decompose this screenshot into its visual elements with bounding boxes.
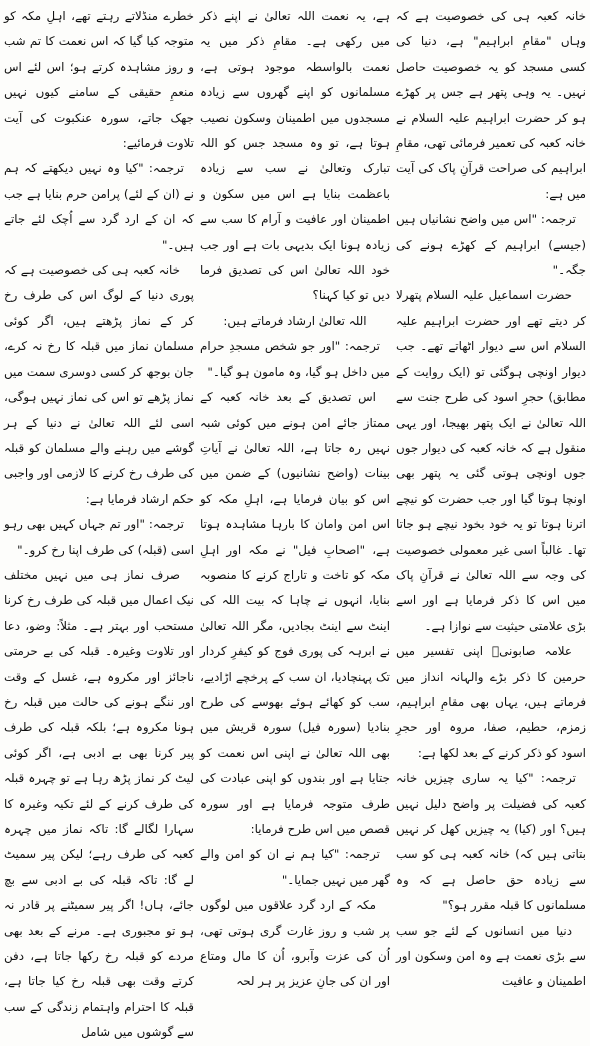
translation-quote: ترجمہ: "اس میں واضح نشانیاں ہیں (جیسے) ابراہیم کے کھڑے ہونے کی جگہ۔": [396, 212, 586, 278]
paragraph: خانہ کعبہ ہی کی خصوصیت ہے کہ پوری دنیا کے لوگ اس کی طرف رخ کر کے نماز پڑھتے ہیں، اگر کوئی مسلمان نماز میں قبلہ کا رخ نہ کرے، جان بوجھ کر کسی دوسری سمت میں نماز پڑھے تو اس کی نماز نہیں ہوگی، اسی لئے اللہ تعالیٰ نے دنیا کے ہر گوشے میں رہنے والے مسلمان کو قبلہ کی طرف رخ کرنے کا لازمی اور واجبی حکم ارشاد فرمایا ہے:: [4, 263, 194, 506]
translation-quote: ترجمہ: "اور جو شخص مسجدِ حرام میں داخل ہو گیا، وہ مامون ہو گیا۔": [200, 339, 390, 379]
paragraph: علامہ صابونیؒ اپنی تفسیر میں حرمین کا ذکر بڑے والہانہ انداز میں فرماتے ہیں، یہاں بھی مقامِ ابراہیم، زمزم، حطیم، صفا، مروہ اور حجرِ اسود کو ذکر کرنے کے بعد لکھا ہے:: [396, 644, 586, 760]
text-column-right: [396, 4, 586, 989]
translation-quote: ترجمہ: "کیا ہم نے ان کو امن والے گھر میں نہیں جمایا۔": [200, 847, 390, 887]
paragraph: دنیا میں انسانوں کے لئے جو سب سے بڑی نعمت ہے وہ امن وسکون اور اطمینان و عافیت: [396, 923, 586, 989]
text-column-left: [4, 4, 194, 1040]
translation-quote: ترجمہ: "کیا وہ نہیں دیکھتے کہ ہم نے (ان کے لئے) پرامن حرم بنایا ہے جب کہ ان کے ارد گرد سے اُچک لئے جاتے ہیں۔": [4, 161, 194, 252]
paragraph: مکہ کے ارد گرد علاقوں میں لوگوں پر شب و روز غارت گری ہوتی تھی، اُن کی عزت وآبرو، اُن کا مال ومتاع اور ان کی جانِ عزیز پر ہر لحہ: [200, 898, 390, 989]
paragraph: حضرت اسماعیل علیہ السلام پتھرلا کر دیتے تھے اور حضرت ابراہیم علیہ السلام اس سے دیوار اٹھاتے تھے۔ جب دیوار اونچی ہوگئی تو (ایک روایت کے مطابق) حجرِ اسود کی طرح جنت سے اللہ تعالیٰ نے ایک پتھر بھیجا، اور یہی منقول ہے کہ خانہ کعبہ کی دیوار جوں جوں اونچی ہوتی گئی یہ پتھر بھی اونچا ہوتا گیا اور جب حضرت کو نیچے اترنا ہوتا تو یہ خود بخود نیچے ہو جاتا تھا۔ غالباً اسی غیر معمولی خصوصیت کی وجہ سے اللہ تعالیٰ نے قرآنِ پاک میں اس کا ذکر فرمایا ہے اور اسے بڑی علامتی حیثیت سے نوازا ہے۔: [396, 288, 586, 633]
text-column-middle: [200, 4, 390, 989]
paragraph: اللہ تعالیٰ ارشاد فرماتے ہیں:: [223, 313, 367, 328]
paragraph: خطرے منڈلاتے رہتے تھے، اہلِ مکہ کو متوجہ کیا گیا کہ اس نعمت کا تم شب و روز مشاہدہ کرتے ہو؛ اس لئے اس منعمِ حقیقی کے سامنے کیوں نہیں جھک جاتے، سورہ عنکبوت کی آیت تلاوت فرمائیے:: [4, 9, 194, 151]
paragraph: اس تصدیق کے بعد خانہ کعبہ کے ممتاز جائے امن ہونے میں کوئی شبہ نہیں رہ جاتا ہے، اللہ تعالیٰ نے آیاتِ بینات (واضح نشانیوں) کے ضمن میں اس کو بیان فرمایا ہے، اہلِ مکہ کو اس امن وامان کا بارہا مشاہدہ ہوتا ہے، "اصحابِ فیل" نے مکہ اور اہلِ مکہ کو تاخت و تاراج کرنے کا منصوبہ بنایا، انہوں نے چاہا کہ بیت اللہ کی اینٹ سے اینٹ بجادیں، مگر اللہ تعالیٰ نے ابرہہ کی پوری فوج کو کیفرِ کردار تک پہنچادیا، ان سب کے پرخچے اڑادیے، سب کو کھائے ہوئے بھوسے کی طرح بنادیا (سورہ فیل) سورہ قریش میں بھی اللہ تعالیٰ نے اپنی اس نعمت کو جتایا ہے اور بندوں کو اپنی عبادت کی طرف متوجہ فرمایا ہے اور سورہ قصص میں اس طرح فرمایا:: [200, 390, 390, 836]
paragraph: صرف نماز ہی میں نہیں مختلف نیک اعمال میں قبلہ کی طرف رخ کرنا مستحب اور بہتر ہے۔ مثلاً: وضو، دعا اور تلاوت وغیرہ۔ قبلہ کی بے حرمتی ناجائز اور مکروہ ہے، غسل کے وقت اور ننگے ہونے کی حالت میں قبلہ رخ ہونا مکروہ ہے؛ بلکہ قبلہ کی طرف پیر کرنا بھی بے ادبی ہے، اگر کوئی لیٹ کر نماز پڑھ رہا ہے تو چہرہ قبلہ کی طرف کرنے کے لئے تکیہ وغیرہ کا سہارا لگالے گا: تاکہ نماز میں چہرہ کعبہ کی طرف رہے؛ لیکن پیر سمیٹ لے گا: تاکہ قبلہ کی بے ادبی سے بچ جائے، ہاں! اگر پیر سمیٹنے پر قادر نہ ہو تو مجبوری ہے۔ مرنے کے بعد بھی مردے کو قبلہ رخ رکھا جاتا ہے، دفن کرتے وقت بھی قبلہ رخ کیا جاتا ہے، قبلہ کا احترام واہتمام زندگی کے سب سے گوشوں میں شامل: [4, 567, 194, 1040]
paragraph: خانہ کعبہ ہی کی خصوصیت ہے کہ وہاں "مقامِ ابراہیم" ہے، دنیا کی کسی مسجد کو یہ خصوصیت حاصل نہیں۔ یہ وہی پتھر ہے جس پر کھڑے ہو کر حضرت ابراہیم علیہ السلام نے خانہ کعبہ کی تعمیر فرمائی تھی، مقامِ ابراہیم کی صراحت قرآنِ پاک کی آیت میں ہے:: [396, 9, 586, 201]
paragraph: ہے، یہ نعمت اللہ تعالیٰ نے اپنے ذکر میں رکھی ہے۔ مقامِ ذکر میں یہ نعمت بالواسطہ موجود ہوتی ہے، مسلمانوں کو اپنے گھروں سے زیادہ مسجدوں میں اطمینان وسکون نصیب ہوتا ہے، تو وہ مسجد جس کو اللہ تبارک وتعالیٰ نے سب سے زیادہ باعظمت بنایا ہے اس میں سکون و اطمینان اور عافیت و آرام کا سب سے زیادہ ہونا ایک بدیہی بات ہے اور جب خود اللہ تعالیٰ اس کی تصدیق فرما دیں تو کیا کہنا؟: [200, 9, 390, 303]
translation-quote: ترجمہ: "کیا یہ ساری چیزیں خانہ کعبہ کی فضیلت پر واضح دلیل نہیں ہیں؟ اور (کیا) یہ چیزیں کھل کر نہیں بتاتی ہیں کہ) خانہ کعبہ ہی کو سب سے زیادہ حق حاصل ہے کہ وہ مسلمانوں کا قبلہ مقرر ہو؟": [396, 771, 586, 913]
translation-quote: ترجمہ: "اور تم جہاں کہیں بھی رہو اسی (قبلہ) کی طرف اپنا رخ کرو۔": [4, 517, 194, 557]
